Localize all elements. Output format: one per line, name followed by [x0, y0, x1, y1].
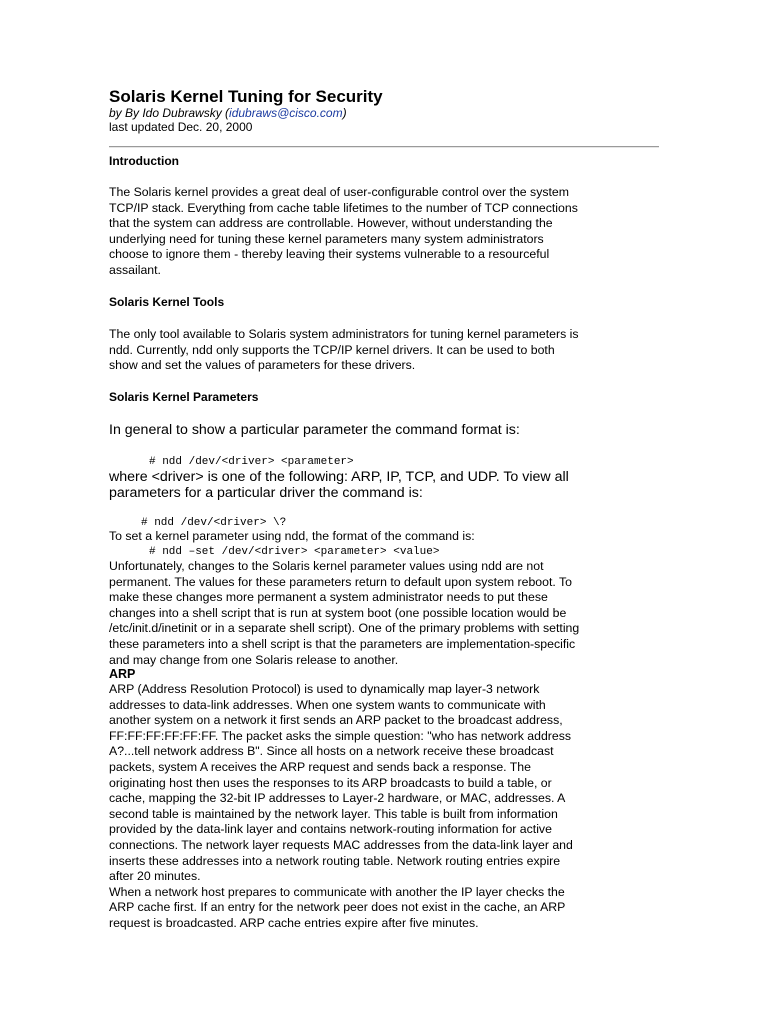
paragraph-line: changes into a shell script that is run at system boot (one possible location would be — [109, 605, 567, 620]
section-heading-tools: Solaris Kernel Tools — [109, 295, 225, 309]
paragraph-line: FF:FF:FF:FF:FF:FF. The packet asks the simple question: "who has network address — [109, 728, 572, 743]
arp-paragraph — [109, 682, 669, 932]
document-title: Solaris Kernel Tuning for Security — [109, 87, 383, 106]
author-byline — [109, 106, 347, 121]
paragraph-line: A?...tell network address B". Since all hosts on a network receive these broadcast — [109, 744, 554, 759]
paragraph-line: The Solaris kernel provides a great deal of user-configurable control over the system — [109, 185, 569, 199]
paragraph-line: where <driver> is one of the following: ARP, IP, TCP, and UDP. To view all — [109, 469, 569, 485]
paragraph-line: When a network host prepares to communicate with another the IP layer checks the — [109, 884, 565, 899]
author-email-link[interactable]: idubraws@cisco.com — [229, 106, 343, 120]
paragraph-line: packets, system A receives the ARP request and sends back a response. The — [109, 759, 531, 774]
last-updated: last updated Dec. 20, 2000 — [109, 120, 253, 134]
paragraph-line: The only tool available to Solaris system administrators for tuning kernel parameters is — [109, 327, 579, 341]
paragraph-line: request is broadcasted. ARP cache entries expire after five minutes. — [109, 915, 479, 930]
paragraph-line: permanent. The values for these parameters return to default upon system reboot. To — [109, 574, 572, 589]
tools-paragraph — [109, 327, 669, 374]
byline-prefix: by By Ido Dubrawsky ( — [109, 106, 230, 120]
unfortunately-paragraph — [109, 559, 669, 668]
paragraph-line: after 20 minutes. — [109, 869, 201, 884]
paragraph-line: show and set the values of parameters for these drivers. — [109, 358, 416, 373]
paragraph-line: assailant. — [109, 262, 161, 277]
paragraph-line: ndd. Currently, ndd only supports the TCP/IP kernel drivers. It can be used to both — [109, 342, 555, 357]
set-intro: To set a kernel parameter using ndd, the format of the command is: — [109, 529, 475, 543]
paragraph-line: and may change from one Solaris release to another. — [109, 652, 399, 667]
params-intro: In general to show a particular parameter the command format is: — [109, 422, 520, 438]
paragraph-line: that the system can address are controllable. However, without understanding the — [109, 216, 553, 231]
code-show-parameter: # ndd /dev/<driver> <parameter> — [149, 456, 354, 468]
params-where-paragraph — [109, 469, 669, 501]
code-set-parameter: # ndd –set /dev/<driver> <parameter> <value> — [149, 546, 440, 558]
paragraph-line: provided by the data-link layer and contains network-routing information for active — [109, 822, 552, 837]
paragraph-line: Unfortunately, changes to the Solaris kernel parameter values using ndd are not — [109, 559, 544, 573]
paragraph-line: these parameters into a shell script is that the parameters are implementation-specific — [109, 636, 576, 651]
section-heading-parameters: Solaris Kernel Parameters — [109, 390, 259, 404]
paragraph-line: parameters for a particular driver the command is: — [109, 485, 423, 501]
byline-suffix: ) — [342, 106, 347, 120]
section-heading-introduction: Introduction — [109, 154, 179, 168]
paragraph-line: second table is maintained by the network layer. This table is built from information — [109, 806, 558, 821]
paragraph-line: TCP/IP stack. Everything from cache table lifetimes to the number of TCP connections — [109, 200, 578, 215]
paragraph-line: another system on a network it first sends an ARP packet to the broadcast address, — [109, 713, 563, 728]
paragraph-line: connections. The network layer requests MAC addresses from the data-link layer and — [109, 837, 573, 852]
paragraph-line: make these changes more permanent a system administrator needs to put these — [109, 590, 548, 605]
paragraph-line: ARP (Address Resolution Protocol) is used to dynamically map layer-3 network — [109, 682, 540, 696]
paragraph-line: inserts these addresses into a network routing table. Network routing entries expire — [109, 853, 561, 868]
code-view-all: # ndd /dev/<driver> \? — [141, 517, 287, 529]
paragraph-line: cache, mapping the 32-bit IP addresses to Layer-2 hardware, or MAC, addresses. A — [109, 791, 566, 806]
paragraph-line: ARP cache first. If an entry for the network peer does not exist in the cache, an ARP — [109, 900, 566, 915]
paragraph-line: /etc/init.d/inetinit or in a separate shell script). One of the primary problems with setting — [109, 621, 580, 636]
paragraph-line: underlying need for tuning these kernel parameters many system administrators — [109, 231, 544, 246]
horizontal-divider — [109, 146, 659, 148]
section-heading-arp: ARP — [109, 667, 136, 681]
paragraph-line: choose to ignore them - thereby leaving their systems vulnerable to a resourceful — [109, 247, 550, 262]
paragraph-line: originating host then uses the responses to its ARP broadcasts to build a table, or — [109, 775, 552, 790]
intro-paragraph — [109, 185, 669, 279]
paragraph-line: addresses to data-link addresses. When one system wants to communicate with — [109, 697, 546, 712]
